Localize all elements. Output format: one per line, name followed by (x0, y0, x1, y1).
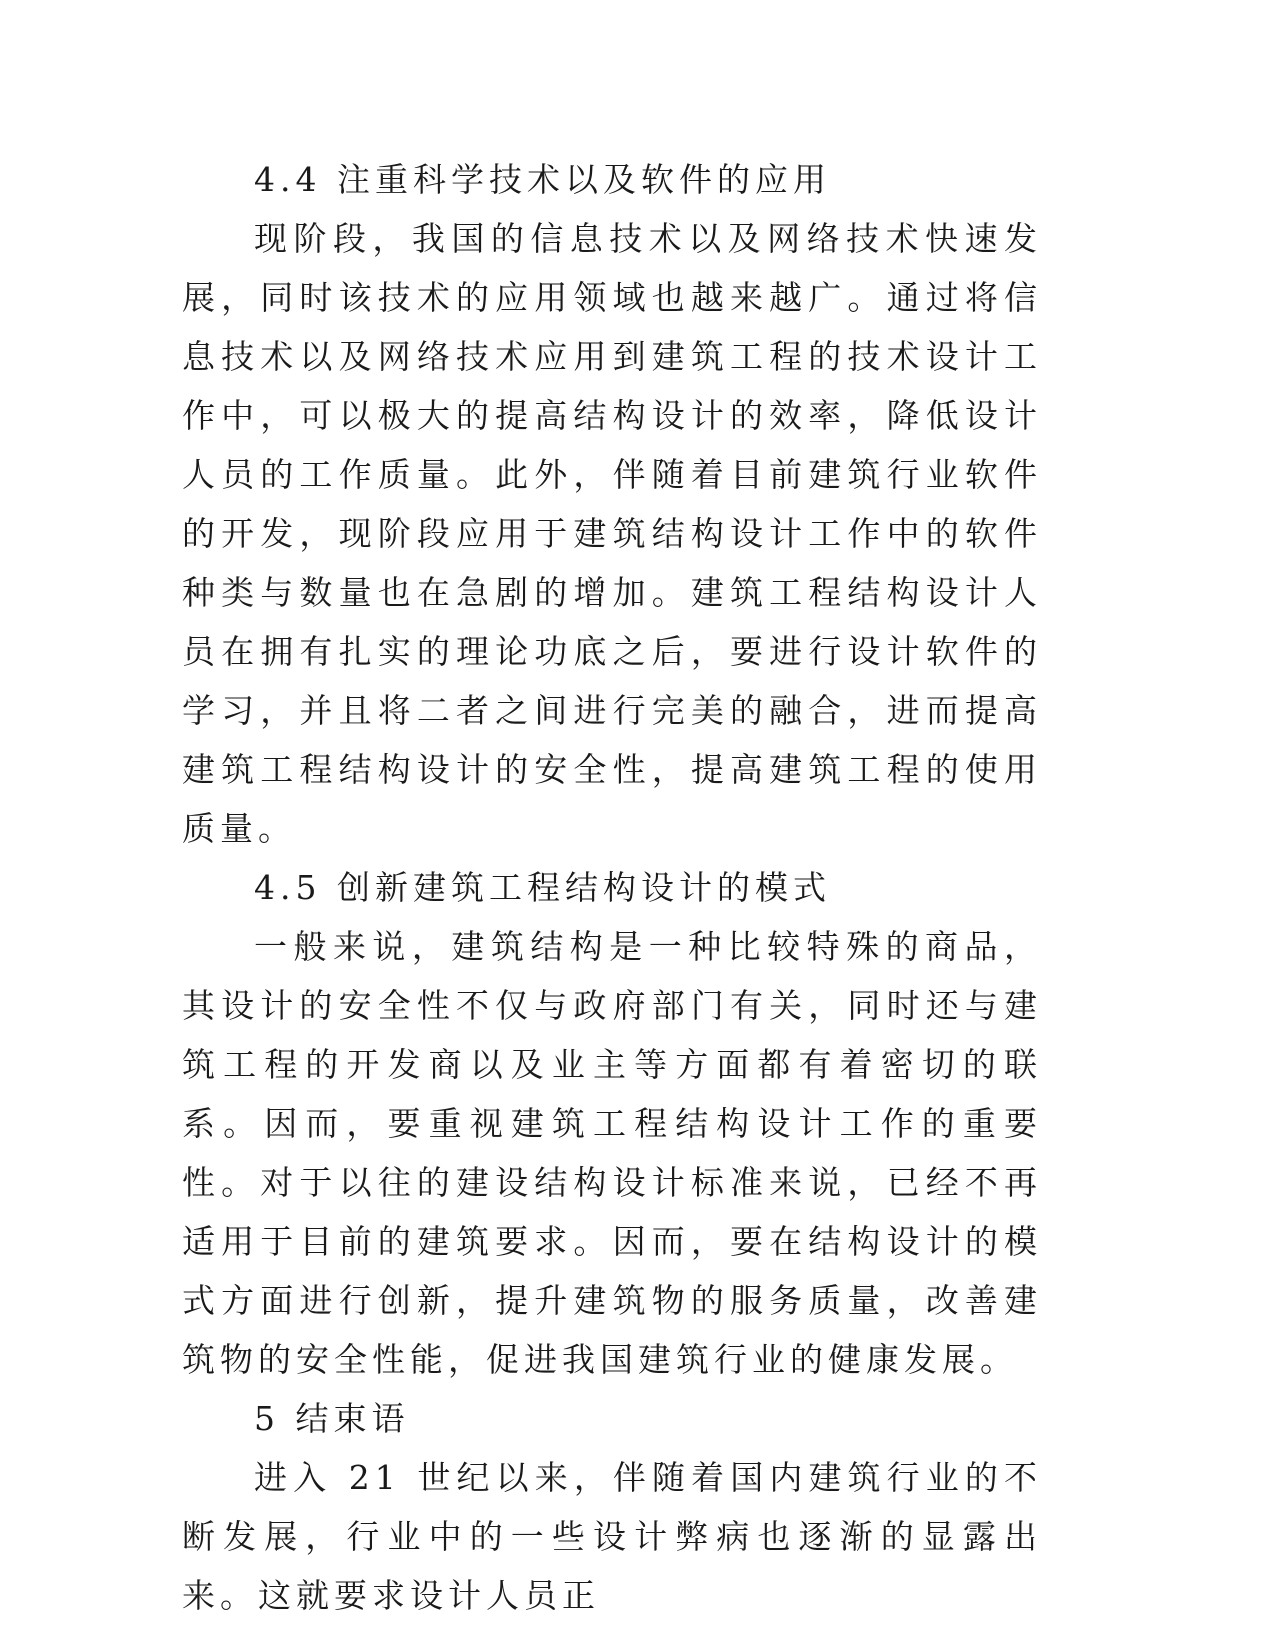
document-body (182, 150, 1042, 1625)
paragraph-software-application: 现阶段，我国的信息技术以及网络技术快速发展，同时该技术的应用领域也越来越广。通过将信息技术以及网络技术应用到建筑工程的技术设计工作中，可以极大的提高结构设计的效率，降低设计人员的工作质量。此外，伴随着目前建筑行业软件的开发，现阶段应用于建筑结构设计工作中的软件种类与数量也在急剧的增加。建筑工程结构设计人员在拥有扎实的理论功底之后，要进行设计软件的学习，并且将二者之间进行完美的融合，进而提高建筑工程结构设计的安全性，提高建筑工程的使用质量。 (182, 219, 1042, 848)
section-heading-5: 5 结束语 (254, 1399, 410, 1438)
section-heading-4-5: 4.5 创新建筑工程结构设计的模式 (254, 868, 831, 907)
paragraph-conclusion: 进入 21 世纪以来，伴随着国内建筑行业的不断发展，行业中的一些设计弊病也逐渐的显露出来。这就要求设计人员正 (182, 1458, 1042, 1615)
section-heading-4-4: 4.4 注重科学技术以及软件的应用 (254, 160, 831, 199)
paragraph-design-innovation: 一般来说，建筑结构是一种比较特殊的商品，其设计的安全性不仅与政府部门有关，同时还与建筑工程的开发商以及业主等方面都有着密切的联系。因而，要重视建筑工程结构设计工作的重要性。对于以往的建设结构设计标准来说，已经不再适用于目前的建筑要求。因而，要在结构设计的模式方面进行创新，提升建筑物的服务质量，改善建筑物的安全性能，促进我国建筑行业的健康发展。 (182, 927, 1042, 1379)
